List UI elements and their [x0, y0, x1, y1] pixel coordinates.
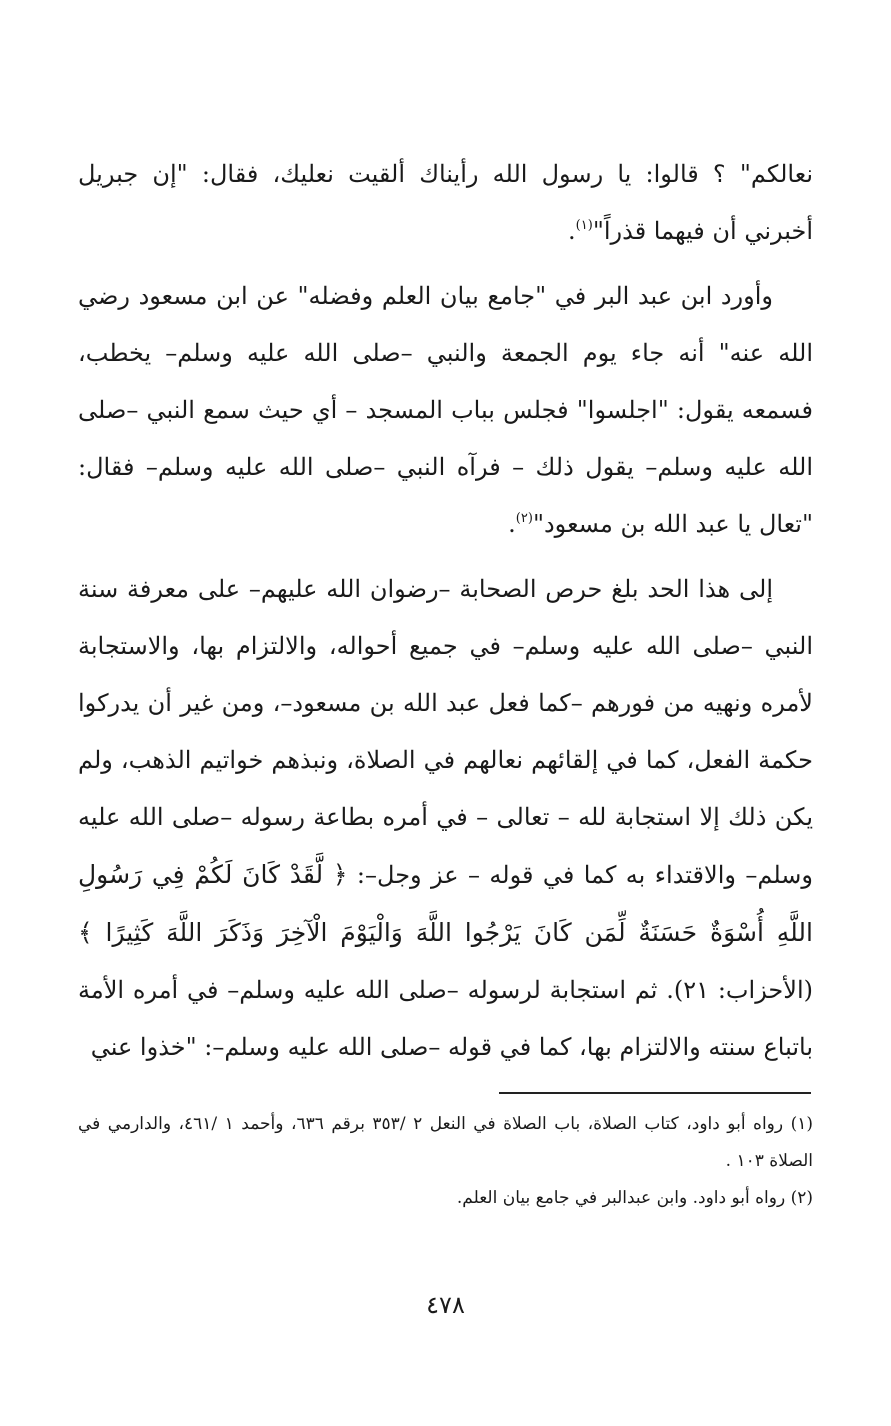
paragraph-2-end: . [508, 510, 516, 538]
paragraph-3-continuation: (الأحزاب: ٢١). ثم استجابة لرسوله –صلى الله عليه وسلم– في أمره الأمة باتباع سنته والالتزام بها، كما في قوله –صلى الله عليه وسلم–: "خذوا عني [78, 976, 813, 1061]
main-text [78, 146, 813, 1076]
paragraph-1 [78, 146, 813, 260]
footnote-2: (٢) رواه أبو داود. وابن عبدالبر في جامع بيان العلم. [456, 1188, 813, 1208]
footnote-1: (١) رواه أبو داود، كتاب الصلاة، باب الصلاة في النعل ٢ /٣٥٣ برقم ٦٣٦، وأحمد ١ /٤٦١، والدارمي في الصلاة ١٠٣ . [78, 1114, 813, 1171]
footnote-ref-2: (٢) [515, 511, 533, 526]
paragraph-1-end: . [568, 217, 576, 245]
footnote-separator [499, 1092, 811, 1094]
paragraph-3-text: إلى هذا الحد بلغ حرص الصحابة –رضوان الله عليهم– على معرفة سنة النبي –صلى الله عليه وسلم– في جميع أحواله، والالتزام بها، والاستجابة لأمره ونهيه من فورهم –كما فعل عبد الله بن مسعود–، ومن غير أن يدركوا حكمة الفعل، كما في إلقائهم نعالهم في الصلاة، ونبذهم خواتيم الذهب، ولم يكن ذلك إلا استجابة لله – تعالى – في أمره بطاعة رسوله –صلى الله عليه وسلم– والاقتداء به كما في قوله – عز وجل–: [78, 575, 813, 889]
paragraph-3 [78, 561, 813, 1076]
footnote-ref-1: (١) [575, 218, 593, 233]
quran-verse: ﴿ لَّقَدْ كَانَ لَكُمْ فِي رَسُولِ اللَّهِ أُسْوَةٌ حَسَنَةٌ لِّمَن كَانَ يَرْجُوا اللَّهَ وَالْيَوْمَ الْآخِرَ وَذَكَرَ اللَّهَ كَثِيرًا ﴾ [78, 860, 813, 947]
page-number: ٤٧٨ [426, 1291, 465, 1319]
footnotes [78, 1106, 813, 1217]
paragraph-2-text: وأورد ابن عبد البر في "جامع بيان العلم وفضله" عن ابن مسعود رضي الله عنه" أنه جاء يوم الجمعة والنبي –صلى الله عليه وسلم– يخطب، فسمعه يقول: "اجلسوا" فجلس بباب المسجد – أي حيث سمع النبي –صلى الله عليه وسلم– يقول ذلك – فرآه النبي –صلى الله عليه وسلم– فقال: "تعال يا عبد الله بن مسعود" [78, 282, 813, 538]
paragraph-1-text: نعالكم" ؟ قالوا: يا رسول الله رأيناك ألقيت نعليك، فقال: "إن جبريل أخبرني أن فيهما قذراً" [78, 160, 813, 245]
paragraph-2 [78, 268, 813, 553]
